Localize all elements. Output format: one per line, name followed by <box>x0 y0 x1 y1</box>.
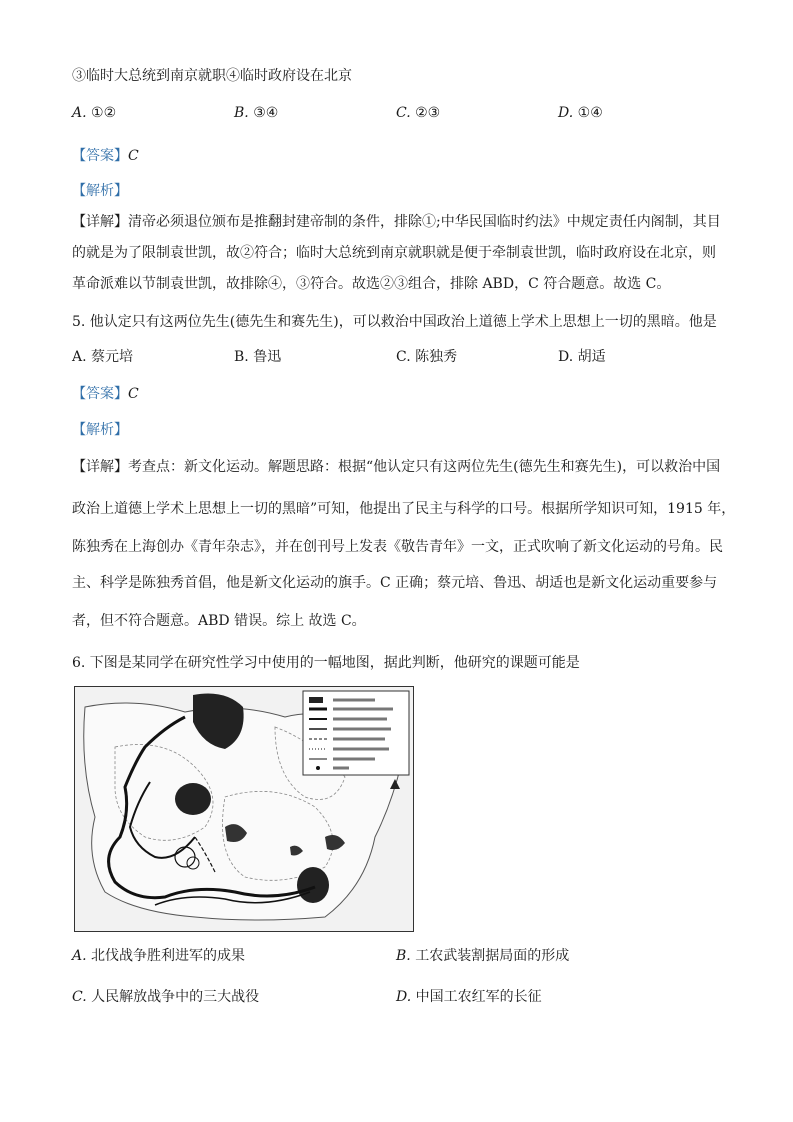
q5-detail-line-5: 者，但不符合题意。ABD 错误。综上 故选 C。 <box>72 613 366 629</box>
q5-option-c: C. 陈独秀 <box>396 349 458 365</box>
q4-analysis-label: 【解析】 <box>72 183 128 199</box>
map-drawing <box>75 687 413 931</box>
q5-option-a: A. 蔡元培 <box>72 349 134 365</box>
q5-option-d: D. 胡适 <box>558 349 606 365</box>
q4-option-d: D. ①④ <box>558 105 603 121</box>
q4-answer: 【答案】C <box>72 148 139 164</box>
q4-option-a: A. ①② <box>72 105 117 121</box>
q5-option-b: B. 鲁迅 <box>234 349 282 365</box>
q5-analysis-label: 【解析】 <box>72 422 128 438</box>
q6-option-a: A. 北伐战争胜利进军的成果 <box>72 948 246 964</box>
q4-detail-line-1: 【详解】清帝必须退位颁布是推翻封建帝制的条件，排除①;中华民国临时约法》中规定责任内阁制，其目 <box>72 214 721 230</box>
q4-detail-line-2: 的就是为了限制袁世凯，故②符合；临时大总统到南京就职就是便于牵制袁世凯，临时政府设在北京，则 <box>72 245 716 261</box>
q4-option-b: B. ③④ <box>234 105 279 121</box>
q5-detail-line-4: 主、科学是陈独秀首倡，他是新文化运动的旗手。C 正确；蔡元培、鲁迅、胡适也是新文化运动重要参与 <box>72 575 718 591</box>
q5-detail-line-2: 政治上道德上学术上思想上一切的黑暗”可知，他提出了民主与科学的口号。根据所学知识可知，1915 年， <box>72 501 736 517</box>
q5-answer: 【答案】C <box>72 386 139 402</box>
long-march-map-image <box>74 686 414 932</box>
q5-detail-line-1: 【详解】考查点：新文化运动。解题思路：根据“他认定只有这两位先生(德先生和赛先生)，可以救治中国 <box>72 459 721 475</box>
q6-stem: 6. 下图是某同学在研究性学习中使用的一幅地图，据此判断，他研究的课题可能是 <box>72 655 580 671</box>
q6-option-b: B. 工农武装割据局面的形成 <box>396 948 570 964</box>
q6-option-d: D. 中国工农红军的长征 <box>396 989 542 1005</box>
q6-option-c: C. 人民解放战争中的三大战役 <box>72 989 260 1005</box>
q5-detail-line-3: 陈独秀在上海创办《青年杂志》，并在创刊号上发表《敬告青年》一文，正式吹响了新文化运动的号角。民 <box>72 539 723 555</box>
q4-option-c: C. ②③ <box>396 105 441 121</box>
q5-stem: 5. 他认定只有这两位先生(德先生和赛先生)，可以救治中国政治上道德上学术上思想上一切的黑暗。他是 <box>72 314 717 330</box>
q4-detail-line-3: 革命派难以节制袁世凯，故排除④，③符合。故选②③组合，排除 ABD，C 符合题意。故选 C。 <box>72 276 671 292</box>
q4-items-line: ③临时大总统到南京就职④临时政府设在北京 <box>72 68 352 84</box>
